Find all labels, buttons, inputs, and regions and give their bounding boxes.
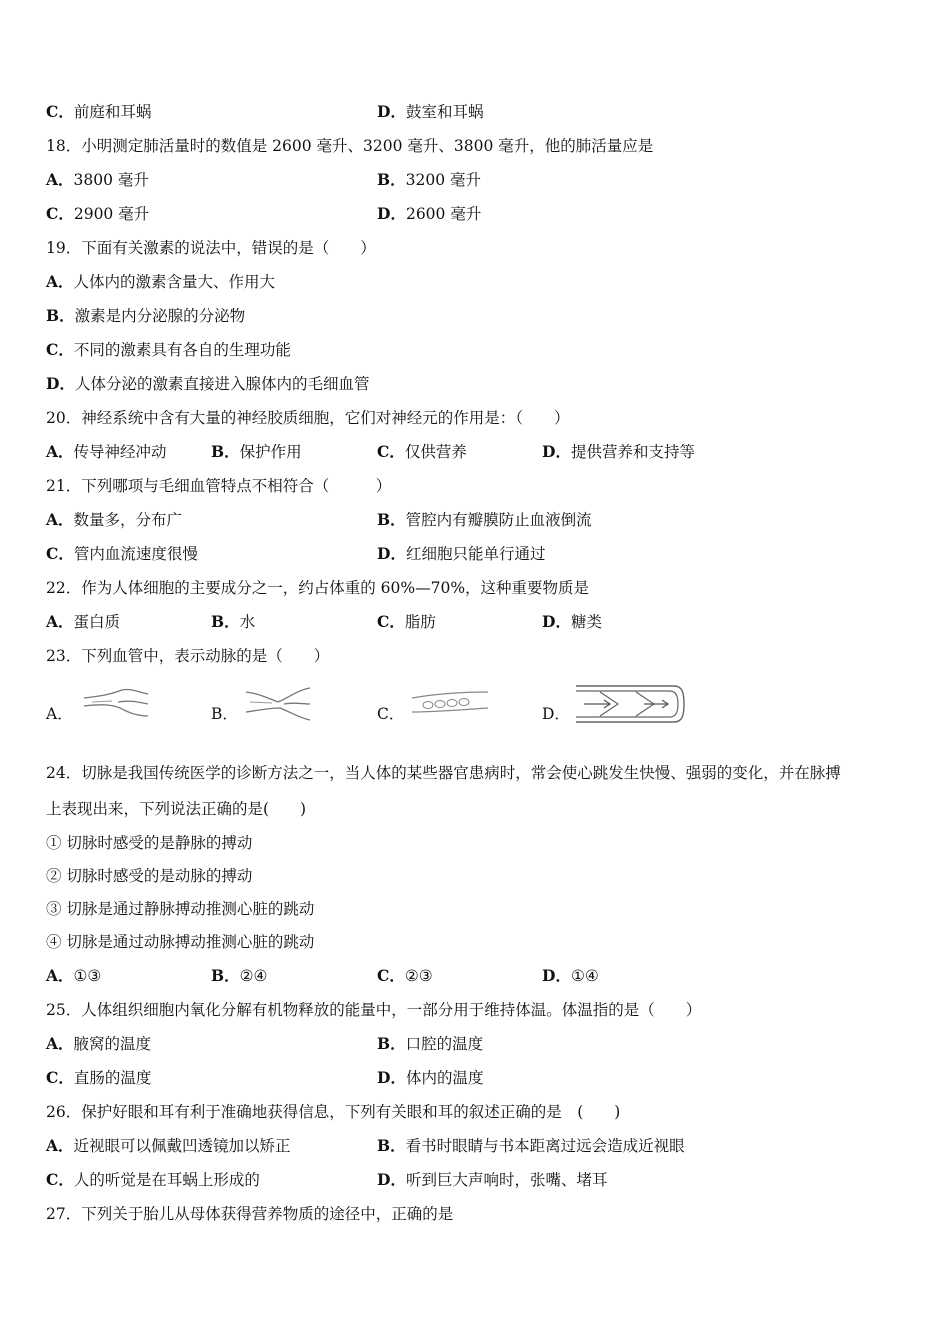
q21-stem: 21．下列哪项与毛细血管特点不相符合（ ）	[46, 477, 392, 495]
q20-stem: 20．神经系统中含有大量的神经胶质细胞，它们对神经元的作用是：（ ）	[46, 409, 570, 427]
q22-option-c: C．脂肪	[377, 612, 436, 631]
q19-option-b: B．激素是内分泌腺的分泌物	[46, 306, 246, 325]
q21-option-d: D．红细胞只能单行通过	[377, 544, 546, 563]
q25-option-a: A．腋窝的温度	[46, 1034, 152, 1053]
vessel-a-diagram	[82, 682, 152, 726]
q25-stem: 25．人体组织细胞内氧化分解有机物释放的能量中，一部分用于维持体温。体温指的是（ ）	[46, 1001, 702, 1019]
q26-option-a: A．近视眼可以佩戴凹透镜加以矫正	[46, 1136, 291, 1155]
q24-option-a: A．①③	[46, 966, 102, 985]
q20-option-d: D．提供营养和支持等	[542, 442, 695, 461]
q21-option-c: C．管内血流速度很慢	[46, 544, 198, 563]
q18-stem: 18．小明测定肺活量时的数值是 2600 毫升、3200 毫升、3800 毫升，他的肺活量应是	[46, 137, 654, 155]
q18-option-a: A．3800 毫升	[46, 170, 149, 189]
q21-option-b: B．管腔内有瓣膜防止血液倒流	[377, 510, 592, 529]
q25-option-b: B．口腔的温度	[377, 1034, 484, 1053]
vessel-c-diagram	[410, 682, 490, 726]
q25-option-c: C．直肠的温度	[46, 1068, 152, 1087]
q26-stem: 26．保护好眼和耳有利于准确地获得信息，下列有关眼和耳的叙述正确的是 ( )	[46, 1103, 621, 1121]
q22-option-a: A．蛋白质	[46, 612, 121, 631]
q24-statement-4: ④ 切脉是通过动脉搏动推测心脏的跳动	[46, 933, 315, 951]
q17-option-d: D．鼓室和耳蜗	[377, 102, 484, 121]
q26-option-c: C．人的听觉是在耳蜗上形成的	[46, 1170, 260, 1189]
q22-stem: 22．作为人体细胞的主要成分之一，约占体重的 60%—70%，这种重要物质是	[46, 579, 590, 597]
q24-stem-line2: 上表现出来，下列说法正确的是( )	[46, 800, 307, 818]
q27-stem: 27．下列关于胎儿从母体获得营养物质的途径中，正确的是	[46, 1205, 454, 1223]
q24-statement-2: ② 切脉时感受的是动脉的搏动	[46, 867, 253, 885]
q20-option-b: B．保护作用	[211, 442, 302, 461]
q26-option-d: D．听到巨大声响时，张嘴、堵耳	[377, 1170, 608, 1189]
q20-option-c: C．仅供营养	[377, 442, 467, 461]
q19-option-d: D．人体分泌的激素直接进入腺体内的毛细血管	[46, 374, 370, 393]
q18-option-b: B．3200 毫升	[377, 170, 481, 189]
vessel-d-diagram	[574, 682, 688, 726]
q24-statement-1: ① 切脉时感受的是静脉的搏动	[46, 834, 253, 852]
q20-option-a: A．传导神经冲动	[46, 442, 167, 461]
q23-option-a-label: A．	[46, 705, 73, 723]
q19-stem: 19．下面有关激素的说法中，错误的是（ ）	[46, 239, 376, 257]
q17-option-c: C．前庭和耳蜗	[46, 102, 152, 121]
q25-option-d: D．体内的温度	[377, 1068, 484, 1087]
q18-option-c: C．2900 毫升	[46, 204, 150, 223]
q21-option-a: A．数量多，分布广	[46, 510, 183, 529]
q22-option-b: B．水	[211, 612, 256, 631]
q23-option-b-label: B．	[211, 705, 238, 723]
q22-option-d: D．糖类	[542, 612, 602, 631]
q24-stem-line1: 24．切脉是我国传统医学的诊断方法之一，当人体的某些器官患病时，常会使心跳发生快慢、强弱的变化，并在脉搏	[46, 764, 841, 782]
q24-statement-3: ③ 切脉是通过静脉搏动推测心脏的跳动	[46, 900, 315, 918]
q26-option-b: B．看书时眼睛与书本距离过远会造成近视眼	[377, 1136, 685, 1155]
q24-option-d: D．①④	[542, 966, 599, 985]
q18-option-d: D．2600 毫升	[377, 204, 482, 223]
q23-option-c-label: C．	[377, 705, 405, 723]
q24-option-b: B．②④	[211, 966, 268, 985]
q19-option-c: C．不同的激素具有各自的生理功能	[46, 340, 291, 359]
vessel-b-diagram	[244, 682, 314, 726]
q19-option-a: A．人体内的激素含量大、作用大	[46, 272, 276, 291]
q23-stem: 23．下列血管中，表示动脉的是（ ）	[46, 647, 330, 665]
q23-option-d-label: D．	[542, 705, 570, 723]
q24-option-c: C．②③	[377, 966, 433, 985]
